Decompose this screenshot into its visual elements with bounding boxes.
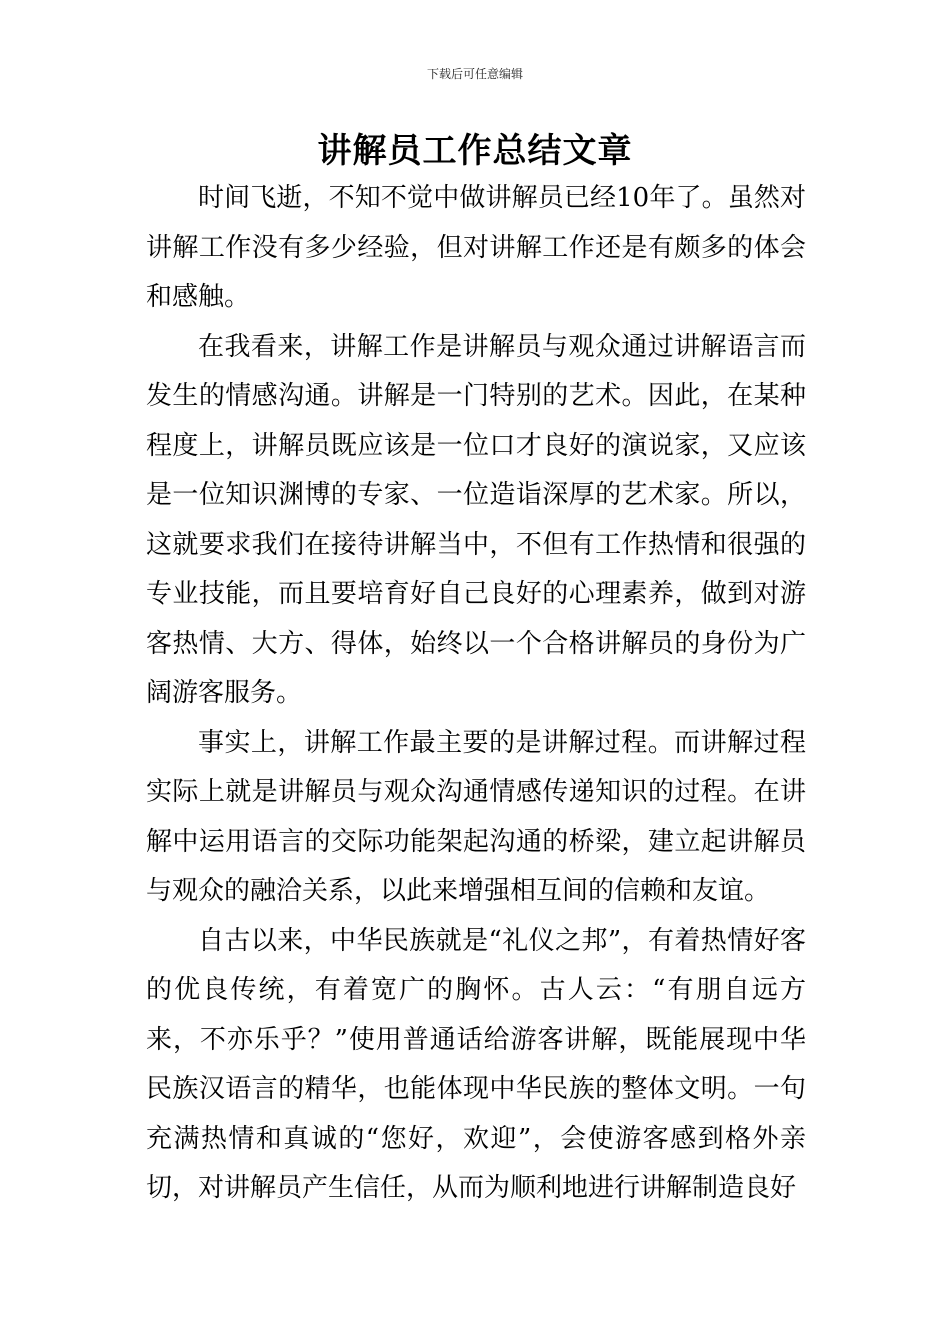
header-note: 下载后可任意编辑 bbox=[426, 67, 523, 81]
paragraph-2: 在我看来，讲解工作是讲解员与观众通过讲解语言而发生的情感沟通。讲解是一门特别的艺术。因此，在某种程度上，讲解员既应该是一位口才良好的演说家，又应该是一位知识渊博的专家、一位造诣深厚的艺术家。所以，这就要求我们在接待讲解当中，不但有工作热情和很强的专业技能，而且要培育好自己良好的心理素养，做到对游客热情、大方、得体，始终以一个合格讲解员的身份为广阔游客服务。 bbox=[146, 331, 806, 708]
document-body bbox=[146, 174, 806, 1214]
paragraph-1: 时间飞逝，不知不觉中做讲解员已经10年了。虽然对讲解工作没有多少经验，但对讲解工作还是有颇多的体会和感触。 bbox=[146, 183, 806, 312]
paragraph-4: 自古以来，中华民族就是“礼仪之邦”，有着热情好客的优良传统，有着宽广的胸怀。古人云：“有朋自远方来，不亦乐乎？”使用普通话给游客讲解，既能展现中华民族汉语言的精华，也能体现中华民族的整体文明。一句充满热情和真诚的“您好，欢迎”，会使游客感到格外亲切，对讲解员产生信任，从而为顺利地进行讲解制造良好 bbox=[146, 925, 806, 1203]
paragraph-3: 事实上，讲解工作最主要的是讲解过程。而讲解过程实际上就是讲解员与观众沟通情感传递知识的过程。在讲解中运用语言的交际功能架起沟通的桥梁，建立起讲解员与观众的融洽关系，以此来增强相互间的信赖和友谊。 bbox=[146, 727, 806, 906]
document-title: 讲解员工作总结文章 bbox=[317, 131, 633, 171]
